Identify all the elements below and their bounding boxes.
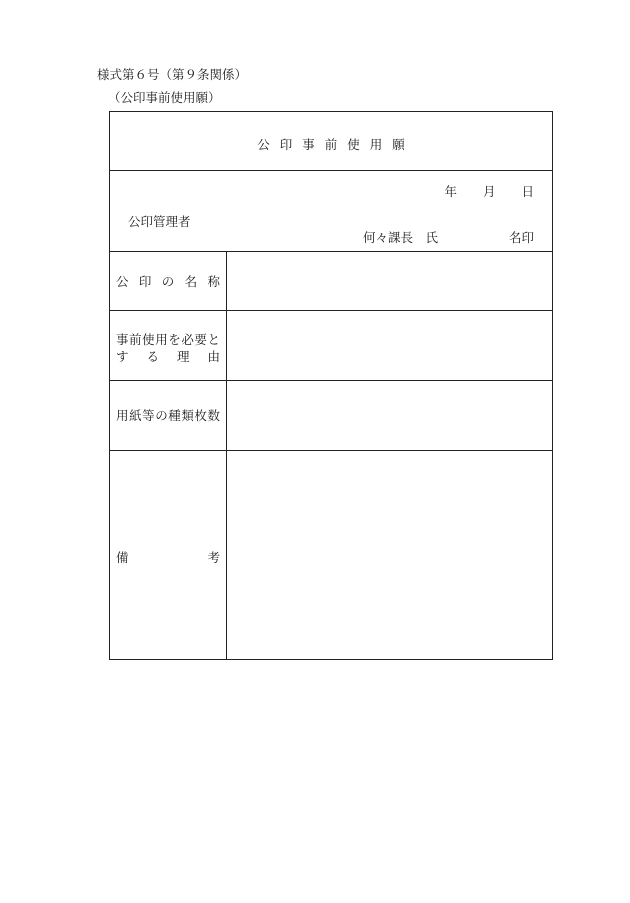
label-line: 備 考 bbox=[116, 550, 220, 565]
date-month-label: 月 bbox=[482, 184, 496, 199]
label-reason bbox=[116, 331, 220, 365]
date-field bbox=[444, 182, 534, 200]
date-year-label: 年 bbox=[444, 184, 457, 199]
seal-label: 名印 bbox=[508, 230, 534, 245]
label-seal-name bbox=[116, 273, 220, 290]
column-divider bbox=[226, 251, 227, 659]
applicant-name: 何々課長 氏 bbox=[363, 230, 439, 245]
row-divider bbox=[110, 310, 552, 311]
application-form-table bbox=[109, 111, 553, 660]
addressee: 公印管理者 bbox=[128, 214, 191, 229]
row-divider bbox=[110, 450, 552, 451]
form-number: 様式第６号（第９条関係） bbox=[97, 67, 248, 82]
row-divider bbox=[110, 251, 552, 252]
label-paper-type-count bbox=[116, 407, 220, 424]
date-day-label: 日 bbox=[521, 184, 534, 199]
label-line: す る 理 由 bbox=[116, 349, 220, 364]
label-remarks bbox=[116, 549, 220, 566]
label-line: 公 印 の 名 称 bbox=[116, 274, 220, 289]
row-divider bbox=[110, 380, 552, 381]
form-title: 公印事前使用願 bbox=[257, 137, 415, 152]
label-line: 事 前 使 用 を 必 要 と bbox=[116, 332, 220, 347]
form-subtitle: （公印事前使用願） bbox=[108, 90, 221, 105]
row-divider bbox=[110, 170, 552, 171]
label-line: 用 紙 等 の 種 類 枚 数 bbox=[116, 408, 220, 423]
